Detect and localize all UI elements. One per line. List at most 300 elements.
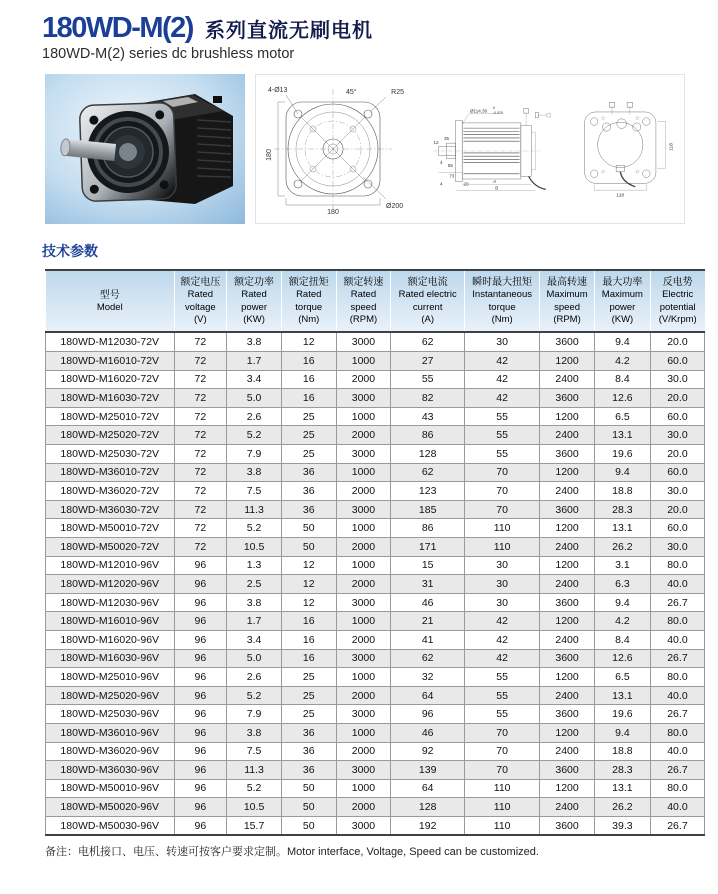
cell-value: 1200 — [540, 407, 595, 426]
cell-value: 1200 — [540, 612, 595, 631]
cell-value: 3.8 — [227, 332, 282, 351]
page-subtitle: 180WD-M(2) series dc brushless motor — [42, 46, 295, 63]
cell-value: 30.0 — [650, 426, 704, 445]
column-header: 额定转速 Rated speed (RPM) — [336, 270, 391, 332]
table-row — [46, 500, 705, 519]
cell-value: 16 — [281, 630, 336, 649]
cell-value: 185 — [391, 500, 465, 519]
cell-value: 70 — [465, 500, 540, 519]
dim-front-width: 180 — [327, 209, 339, 217]
cell-value: 82 — [391, 389, 465, 408]
column-header: 反电势 Electric potential (V/Krpm) — [650, 270, 704, 332]
cell-value: 55 — [465, 668, 540, 687]
parameters-table — [45, 269, 705, 836]
cell-value: 1000 — [336, 352, 391, 371]
cell-value: 3000 — [336, 500, 391, 519]
cell-model: 180WD-M16010-72V — [46, 352, 175, 371]
cell-value: 72 — [174, 426, 227, 445]
cell-value: 2400 — [540, 537, 595, 556]
cell-value: 1000 — [336, 612, 391, 631]
cell-value: 26.2 — [594, 798, 650, 817]
cell-value: 80.0 — [650, 779, 704, 798]
cell-value: 42 — [465, 370, 540, 389]
cell-value: 3.8 — [227, 723, 282, 742]
cell-value: 72 — [174, 463, 227, 482]
cell-value: 4.2 — [594, 612, 650, 631]
cell-value: 3600 — [540, 593, 595, 612]
cell-value: 72 — [174, 519, 227, 538]
cell-value: 36 — [281, 463, 336, 482]
cell-value: 25 — [281, 426, 336, 445]
cell-model: 180WD-M50010-72V — [46, 519, 175, 538]
column-header: 额定电流 Rated electric current (A) — [391, 270, 465, 332]
cell-value: 25 — [281, 686, 336, 705]
cell-value: 96 — [174, 686, 227, 705]
cell-value: 96 — [391, 705, 465, 724]
cell-value: 3600 — [540, 816, 595, 835]
cell-value: 3000 — [336, 816, 391, 835]
cell-value: 2.6 — [227, 407, 282, 426]
cell-value: 3.8 — [227, 463, 282, 482]
cell-value: 10.5 — [227, 798, 282, 817]
front-view-drawing — [258, 77, 406, 221]
cell-value: 110 — [465, 816, 540, 835]
cell-value: 13.1 — [594, 426, 650, 445]
cell-value: 70 — [465, 742, 540, 761]
cell-value: 96 — [174, 779, 227, 798]
cell-value: 96 — [174, 705, 227, 724]
cell-value: 15.7 — [227, 816, 282, 835]
dim-front-height: 180 — [266, 149, 273, 162]
cell-value: 2000 — [336, 742, 391, 761]
cell-value: 5.0 — [227, 389, 282, 408]
cell-value: 41 — [391, 630, 465, 649]
cell-value: 60.0 — [650, 407, 704, 426]
cell-value: 128 — [391, 445, 465, 464]
cell-model: 180WD-M25010-96V — [46, 668, 175, 687]
cell-value: 25 — [281, 705, 336, 724]
cell-value: 40.0 — [650, 575, 704, 594]
cell-value: 110 — [465, 779, 540, 798]
cell-value: 42 — [465, 649, 540, 668]
cell-value: 70 — [465, 723, 540, 742]
cell-model: 180WD-M12010-96V — [46, 556, 175, 575]
cell-value: 3.4 — [227, 370, 282, 389]
cell-value: 9.4 — [594, 723, 650, 742]
cell-value: 3000 — [336, 389, 391, 408]
cell-value: 5.2 — [227, 686, 282, 705]
table-row — [46, 519, 705, 538]
cell-value: 40.0 — [650, 630, 704, 649]
table-body — [46, 332, 705, 835]
column-header: 最大功率 Maximum power (KW) — [594, 270, 650, 332]
cell-value: 8.4 — [594, 370, 650, 389]
cell-value: 1000 — [336, 519, 391, 538]
cell-value: 3.8 — [227, 593, 282, 612]
cell-value: 16 — [281, 649, 336, 668]
cell-value: 40.0 — [650, 798, 704, 817]
cell-value: 80.0 — [650, 668, 704, 687]
cell-value: 42 — [465, 389, 540, 408]
cell-value: 96 — [174, 630, 227, 649]
cell-value: 3000 — [336, 649, 391, 668]
cell-value: 19.6 — [594, 445, 650, 464]
cell-value: 60.0 — [650, 352, 704, 371]
cell-value: 55 — [391, 370, 465, 389]
cell-value: 15 — [391, 556, 465, 575]
cell-value: 16 — [281, 370, 336, 389]
cell-value: 25 — [281, 407, 336, 426]
cell-value: 1000 — [336, 407, 391, 426]
cell-value: 46 — [391, 723, 465, 742]
dim-side-a: A — [493, 179, 497, 185]
cell-value: 86 — [391, 426, 465, 445]
cell-value: 1200 — [540, 556, 595, 575]
table-row — [46, 705, 705, 724]
cell-value: 4.2 — [594, 352, 650, 371]
cell-value: 26.7 — [650, 593, 704, 612]
cell-value: 92 — [391, 742, 465, 761]
cell-value: 5.2 — [227, 426, 282, 445]
cell-model: 180WD-M16020-96V — [46, 630, 175, 649]
title-row — [42, 13, 718, 43]
cell-value: 3600 — [540, 332, 595, 351]
cell-value: 11.3 — [227, 761, 282, 780]
cell-value: 110 — [465, 537, 540, 556]
cell-value: 13.1 — [594, 519, 650, 538]
cell-value: 62 — [391, 649, 465, 668]
cell-value: 3000 — [336, 593, 391, 612]
cell-value: 2400 — [540, 370, 595, 389]
cell-model: 180WD-M12020-96V — [46, 575, 175, 594]
dim-side-tol-bot: -0.025 — [492, 111, 503, 116]
cell-value: 25 — [281, 445, 336, 464]
cell-model: 180WD-M25020-96V — [46, 686, 175, 705]
cell-value: 50 — [281, 798, 336, 817]
cell-value: 2400 — [540, 798, 595, 817]
table-row — [46, 463, 705, 482]
cell-model: 180WD-M16020-72V — [46, 370, 175, 389]
cell-model: 180WD-M50030-96V — [46, 816, 175, 835]
cell-value: 11.3 — [227, 500, 282, 519]
cell-value: 50 — [281, 519, 336, 538]
table-row — [46, 352, 705, 371]
cell-value: 5.0 — [227, 649, 282, 668]
table-row — [46, 482, 705, 501]
cell-value: 62 — [391, 332, 465, 351]
cell-value: 26.7 — [650, 649, 704, 668]
cell-value: 72 — [174, 537, 227, 556]
cell-value: 26.7 — [650, 761, 704, 780]
cell-value: 139 — [391, 761, 465, 780]
dim-front-dia: Ø200 — [386, 203, 404, 211]
cell-value: 123 — [391, 482, 465, 501]
cell-value: 6.5 — [594, 668, 650, 687]
cell-value: 72 — [174, 332, 227, 351]
table-row — [46, 556, 705, 575]
cell-value: 2000 — [336, 575, 391, 594]
cell-value: 21 — [391, 612, 465, 631]
cell-value: 7.9 — [227, 705, 282, 724]
cell-value: 9.4 — [594, 463, 650, 482]
cell-value: 110 — [465, 519, 540, 538]
cell-value: 18.8 — [594, 742, 650, 761]
cell-value: 10.5 — [227, 537, 282, 556]
cell-value: 62 — [391, 463, 465, 482]
cell-value: 72 — [174, 482, 227, 501]
cell-value: 55 — [465, 686, 540, 705]
dim-front-angle: 45° — [346, 89, 357, 97]
page-title-cn: 系列直流无刷电机 — [204, 20, 373, 42]
dim-side-20: 20 — [463, 181, 469, 187]
dim-side-4a: 4 — [440, 160, 443, 166]
section-title-tech-params: 技术参数 — [42, 243, 98, 260]
cell-model: 180WD-M36020-72V — [46, 482, 175, 501]
cell-value: 96 — [174, 556, 227, 575]
cell-value: 25 — [281, 668, 336, 687]
cell-value: 26.7 — [650, 705, 704, 724]
cell-value: 30.0 — [650, 482, 704, 501]
cell-value: 70 — [465, 482, 540, 501]
cell-value: 50 — [281, 537, 336, 556]
cell-value: 36 — [281, 482, 336, 501]
cell-model: 180WD-M36030-96V — [46, 761, 175, 780]
cell-value: 72 — [174, 500, 227, 519]
cell-value: 72 — [174, 407, 227, 426]
cell-value: 1000 — [336, 556, 391, 575]
technical-drawings — [255, 74, 685, 224]
cell-value: 2400 — [540, 686, 595, 705]
dim-side-35: 35 — [443, 136, 450, 142]
cell-value: 86 — [391, 519, 465, 538]
table-row — [46, 668, 705, 687]
cell-model: 180WD-M16030-96V — [46, 649, 175, 668]
cell-model: 180WD-M50010-96V — [46, 779, 175, 798]
cell-value: 128 — [391, 798, 465, 817]
cell-value: 1200 — [540, 352, 595, 371]
cell-value: 36 — [281, 761, 336, 780]
cell-value: 7.5 — [227, 742, 282, 761]
cell-value: 2000 — [336, 798, 391, 817]
cell-value: 5.2 — [227, 779, 282, 798]
cell-value: 42 — [465, 630, 540, 649]
cell-value: 12 — [281, 556, 336, 575]
cell-value: 3000 — [336, 705, 391, 724]
dim-side-tol-top: 0 — [492, 106, 495, 111]
dim-side-73: 73 — [449, 174, 455, 180]
back-view-drawing — [564, 77, 682, 221]
table-row — [46, 407, 705, 426]
cell-value: 36 — [281, 500, 336, 519]
dim-back-h118: 118 — [616, 193, 625, 199]
cell-value: 55 — [465, 426, 540, 445]
cell-value: 96 — [174, 798, 227, 817]
cell-value: 20.0 — [650, 389, 704, 408]
dim-back-v118: 118 — [669, 143, 675, 152]
cell-value: 96 — [174, 742, 227, 761]
cell-value: 3600 — [540, 705, 595, 724]
cell-value: 55 — [465, 407, 540, 426]
cell-value: 32 — [391, 668, 465, 687]
cell-model: 180WD-M16030-72V — [46, 389, 175, 408]
cell-value: 2.6 — [227, 668, 282, 687]
table-row — [46, 798, 705, 817]
cell-value: 28.3 — [594, 500, 650, 519]
cell-model: 180WD-M12030-96V — [46, 593, 175, 612]
cell-value: 31 — [391, 575, 465, 594]
cell-model: 180WD-M50020-72V — [46, 537, 175, 556]
dim-front-radius: R25 — [391, 89, 404, 97]
table-row — [46, 593, 705, 612]
page-title: 180WD-M(2) — [42, 12, 193, 44]
cell-value: 72 — [174, 389, 227, 408]
table-row — [46, 779, 705, 798]
cell-value: 42 — [465, 352, 540, 371]
cell-value: 60.0 — [650, 463, 704, 482]
table-row — [46, 649, 705, 668]
column-header: 额定电压 Rated voltage (V) — [174, 270, 227, 332]
cell-value: 1200 — [540, 779, 595, 798]
cell-value: 96 — [174, 649, 227, 668]
cell-value: 2000 — [336, 426, 391, 445]
cell-value: 1200 — [540, 723, 595, 742]
cell-value: 12 — [281, 593, 336, 612]
cell-value: 1200 — [540, 668, 595, 687]
cell-value: 55 — [465, 705, 540, 724]
cell-value: 3000 — [336, 445, 391, 464]
cell-value: 1200 — [540, 463, 595, 482]
cell-value: 9.4 — [594, 593, 650, 612]
cell-value: 1.3 — [227, 556, 282, 575]
cell-value: 96 — [174, 761, 227, 780]
cell-value: 26.7 — [650, 816, 704, 835]
cell-value: 1000 — [336, 779, 391, 798]
table-row — [46, 537, 705, 556]
table-row — [46, 816, 705, 835]
cell-model: 180WD-M25010-72V — [46, 407, 175, 426]
cell-value: 2000 — [336, 537, 391, 556]
cell-value: 2000 — [336, 482, 391, 501]
cell-value: 16 — [281, 352, 336, 371]
cell-value: 3600 — [540, 500, 595, 519]
cell-value: 6.3 — [594, 575, 650, 594]
cell-value: 7.9 — [227, 445, 282, 464]
table-row — [46, 723, 705, 742]
cell-value: 72 — [174, 445, 227, 464]
cell-value: 2.5 — [227, 575, 282, 594]
dim-side-4b: 4 — [440, 181, 443, 187]
cell-value: 3600 — [540, 761, 595, 780]
cell-value: 80.0 — [650, 556, 704, 575]
cell-value: 3600 — [540, 649, 595, 668]
cell-value: 1000 — [336, 723, 391, 742]
cell-value: 16 — [281, 612, 336, 631]
cell-value: 72 — [174, 352, 227, 371]
cell-value: 80.0 — [650, 723, 704, 742]
table-row — [46, 370, 705, 389]
cell-value: 80.0 — [650, 612, 704, 631]
cell-value: 19.6 — [594, 705, 650, 724]
cell-value: 13.1 — [594, 779, 650, 798]
cell-value: 26.2 — [594, 537, 650, 556]
column-header: 型号 Model — [46, 270, 175, 332]
side-view-drawing — [410, 77, 560, 221]
column-header: 额定扭矩 Rated torque (Nm) — [281, 270, 336, 332]
table-row — [46, 426, 705, 445]
cell-model: 180WD-M36010-96V — [46, 723, 175, 742]
cell-value: 30 — [465, 556, 540, 575]
cell-value: 1.7 — [227, 352, 282, 371]
cell-value: 96 — [174, 575, 227, 594]
cell-value: 46 — [391, 593, 465, 612]
cell-value: 72 — [174, 370, 227, 389]
cell-value: 3000 — [336, 332, 391, 351]
cell-value: 43 — [391, 407, 465, 426]
cell-value: 3600 — [540, 445, 595, 464]
cell-value: 96 — [174, 593, 227, 612]
cell-value: 20.0 — [650, 445, 704, 464]
cell-value: 2400 — [540, 482, 595, 501]
cell-value: 50 — [281, 816, 336, 835]
cell-value: 28.3 — [594, 761, 650, 780]
cell-model: 180WD-M25020-72V — [46, 426, 175, 445]
cell-value: 40.0 — [650, 686, 704, 705]
cell-value: 12.6 — [594, 649, 650, 668]
cell-value: 9.4 — [594, 332, 650, 351]
footer-note: 备注：电机接口、电压、转速可按客户要求定制。Motor interface, Voltage, Speed can be customized. — [45, 846, 539, 859]
cell-value: 30.0 — [650, 537, 704, 556]
media-strip — [45, 74, 718, 224]
cell-value: 110 — [465, 798, 540, 817]
cell-model: 180WD-M12030-72V — [46, 332, 175, 351]
dim-side-12: 12 — [433, 140, 439, 146]
table-row — [46, 389, 705, 408]
cell-value: 12.6 — [594, 389, 650, 408]
cell-model: 180WD-M36030-72V — [46, 500, 175, 519]
cell-model: 180WD-M50020-96V — [46, 798, 175, 817]
cell-value: 30 — [465, 593, 540, 612]
cell-value: 2400 — [540, 575, 595, 594]
cell-value: 20.0 — [650, 332, 704, 351]
dim-side-b: B — [495, 185, 499, 191]
cell-value: 1000 — [336, 463, 391, 482]
cell-value: 3600 — [540, 389, 595, 408]
table-row — [46, 630, 705, 649]
cell-value: 96 — [174, 668, 227, 687]
cell-value: 5.2 — [227, 519, 282, 538]
dim-side-dia: Ø114.30 — [470, 108, 488, 114]
column-header: 最高转速 Maximum speed (RPM) — [540, 270, 595, 332]
cell-value: 12 — [281, 332, 336, 351]
cell-value: 2000 — [336, 370, 391, 389]
cell-value: 6.5 — [594, 407, 650, 426]
cell-value: 30 — [465, 575, 540, 594]
column-header: 额定功率 Rated power (KW) — [227, 270, 282, 332]
cell-value: 18.8 — [594, 482, 650, 501]
table-row — [46, 445, 705, 464]
cell-value: 171 — [391, 537, 465, 556]
cell-value: 2400 — [540, 742, 595, 761]
table-row — [46, 332, 705, 351]
cell-model: 180WD-M36010-72V — [46, 463, 175, 482]
cell-value: 36 — [281, 723, 336, 742]
cell-value: 96 — [174, 612, 227, 631]
cell-value: 30 — [465, 332, 540, 351]
table-row — [46, 612, 705, 631]
cell-value: 96 — [174, 816, 227, 835]
cell-value: 8.4 — [594, 630, 650, 649]
cell-value: 64 — [391, 686, 465, 705]
